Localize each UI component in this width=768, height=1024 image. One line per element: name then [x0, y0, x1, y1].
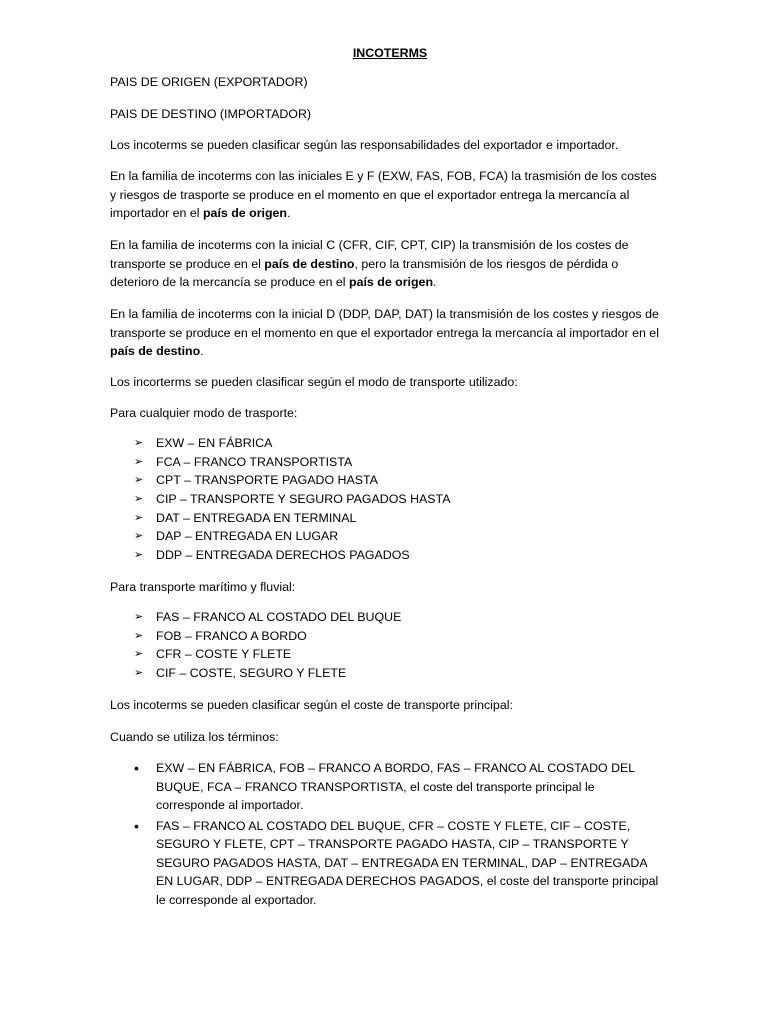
family-ef-text: En la familia de incoterms con las iniciales E y F (EXW, FAS, FOB, FCA) la trasmisión de los costes y riesgos de trasporte se produce en el momento en que el exportador entrega la mercancía al importador en el [110, 169, 657, 220]
family-ef-paragraph [110, 167, 665, 223]
list-item-text: EXW – EN FÁBRICA [156, 436, 273, 450]
terms-list [134, 759, 664, 909]
family-c-end: . [433, 275, 437, 289]
arrow-bullet-icon: ➢ [134, 437, 144, 449]
dot-bullet-icon: • [134, 817, 139, 834]
document-title: INCOTERMS [352, 46, 428, 60]
list-item [134, 759, 664, 815]
list-item [134, 509, 450, 528]
dot-bullet-icon: • [134, 760, 139, 776]
list-item-text: CIP – TRANSPORTE Y SEGURO PAGADOS HASTA [156, 492, 451, 507]
list-item [134, 527, 450, 546]
origin-line: PAIS DE ORIGEN (EXPORTADOR) [110, 75, 308, 89]
arrow-bullet-icon: ➢ [134, 530, 144, 543]
list-item-text: FCA – FRANCO TRANSPORTISTA [156, 454, 353, 469]
family-d-paragraph [110, 305, 665, 361]
arrow-bullet-icon: ➢ [134, 667, 144, 680]
list-item-text: DAT – ENTREGADA EN TERMINAL [156, 510, 357, 525]
list-item-text: CIF – COSTE, SEGURO Y FLETE [156, 666, 347, 681]
sea-list [134, 608, 401, 683]
family-c-text1: En la familia de incoterms con la inicial C (CFR, CIF, CPT, CIP) la transmisión de los costes de transporte se produce en el [110, 238, 629, 271]
list-item-text: EXW – EN FÁBRICA, FOB – FRANCO A BORDO, FAS – FRANCO AL COSTADO DEL BUQUE, FCA – FRANCO TRANSPORTISTA, el coste del transporte principal le corresponde al importador. [156, 761, 635, 812]
family-ef-end: . [286, 206, 291, 220]
family-c-bold1: país de destino [264, 256, 355, 271]
list-item [134, 471, 450, 490]
family-c-bold2: país de origen [349, 275, 434, 289]
family-c-text2: , pero la transmisión de los riesgos de pérdida o deterioro de la mercancía se produce en el [110, 256, 619, 289]
list-item [134, 434, 450, 453]
any-mode-heading: Para cualquier modo de trasporte: [110, 406, 298, 420]
family-ef-bold: país de origen [202, 206, 287, 220]
arrow-bullet-icon: ➢ [134, 493, 144, 506]
arrow-bullet-icon: ➢ [134, 549, 144, 562]
list-item [134, 453, 450, 472]
sea-heading: Para transporte marítimo y fluvial: [110, 580, 296, 594]
any-mode-list [134, 434, 450, 565]
arrow-bullet-icon: ➢ [134, 511, 144, 524]
list-item [134, 627, 401, 646]
arrow-bullet-icon: ➢ [134, 629, 144, 642]
family-d-text: En la familia de incoterms con la inicial D (DDP, DAP, DAT) la transmisión de los costes y riesgos de transporte se produce en el momento en que el exportador entrega la mercancía al importador en el [110, 307, 659, 340]
list-item-text: CFR – COSTE Y FLETE [156, 647, 292, 662]
list-item [134, 490, 450, 509]
list-item [134, 546, 450, 565]
intro-paragraph: Los incoterms se pueden clasificar según las responsabilidades del exportador e importador. [110, 138, 619, 152]
arrow-bullet-icon: ➢ [134, 474, 144, 487]
list-item-text: FOB – FRANCO A BORDO [156, 628, 307, 643]
family-d-bold: país de destino [110, 344, 201, 358]
list-item-text: DDP – ENTREGADA DERECHOS PAGADOS [156, 548, 410, 563]
list-item-text: CPT – TRANSPORTE PAGADO HASTA [156, 473, 378, 488]
arrow-bullet-icon: ➢ [134, 455, 144, 468]
arrow-bullet-icon: ➢ [134, 648, 144, 661]
arrow-bullet-icon: ➢ [134, 611, 144, 623]
list-item [134, 645, 401, 664]
by-transport-paragraph: Los incorterms se pueden clasificar según el modo de transporte utilizado: [110, 375, 518, 389]
list-item [134, 608, 401, 627]
list-item-text: FAS – FRANCO AL COSTADO DEL BUQUE [156, 610, 402, 624]
list-item [134, 817, 664, 910]
terms-heading: Cuando se utiliza los términos: [110, 730, 279, 744]
family-c-paragraph [110, 236, 665, 292]
by-cost-paragraph: Los incoterms se pueden clasificar según el coste de transporte principal: [110, 698, 513, 712]
destination-line: PAIS DE DESTINO (IMPORTADOR) [110, 107, 312, 121]
list-item-text: FAS – FRANCO AL COSTADO DEL BUQUE, CFR – COSTE Y FLETE, CIF – COSTE, SEGURO Y FLETE, CPT – TRANSPORTE PAGADO HASTA, CIP – TRANSPORTE Y SEGURO PAGADOS HASTA, DAT – ENTREGADA EN TERMINAL, DAP – ENTREGADA EN LUGAR, DDP – ENTREGADA DERECHOS PAGADOS, el coste del transporte principal le corresponde al exportador. [156, 818, 659, 907]
family-d-end: . [200, 344, 204, 358]
list-item-text: DAP – ENTREGADA EN LUGAR [156, 529, 339, 544]
list-item [134, 664, 401, 683]
